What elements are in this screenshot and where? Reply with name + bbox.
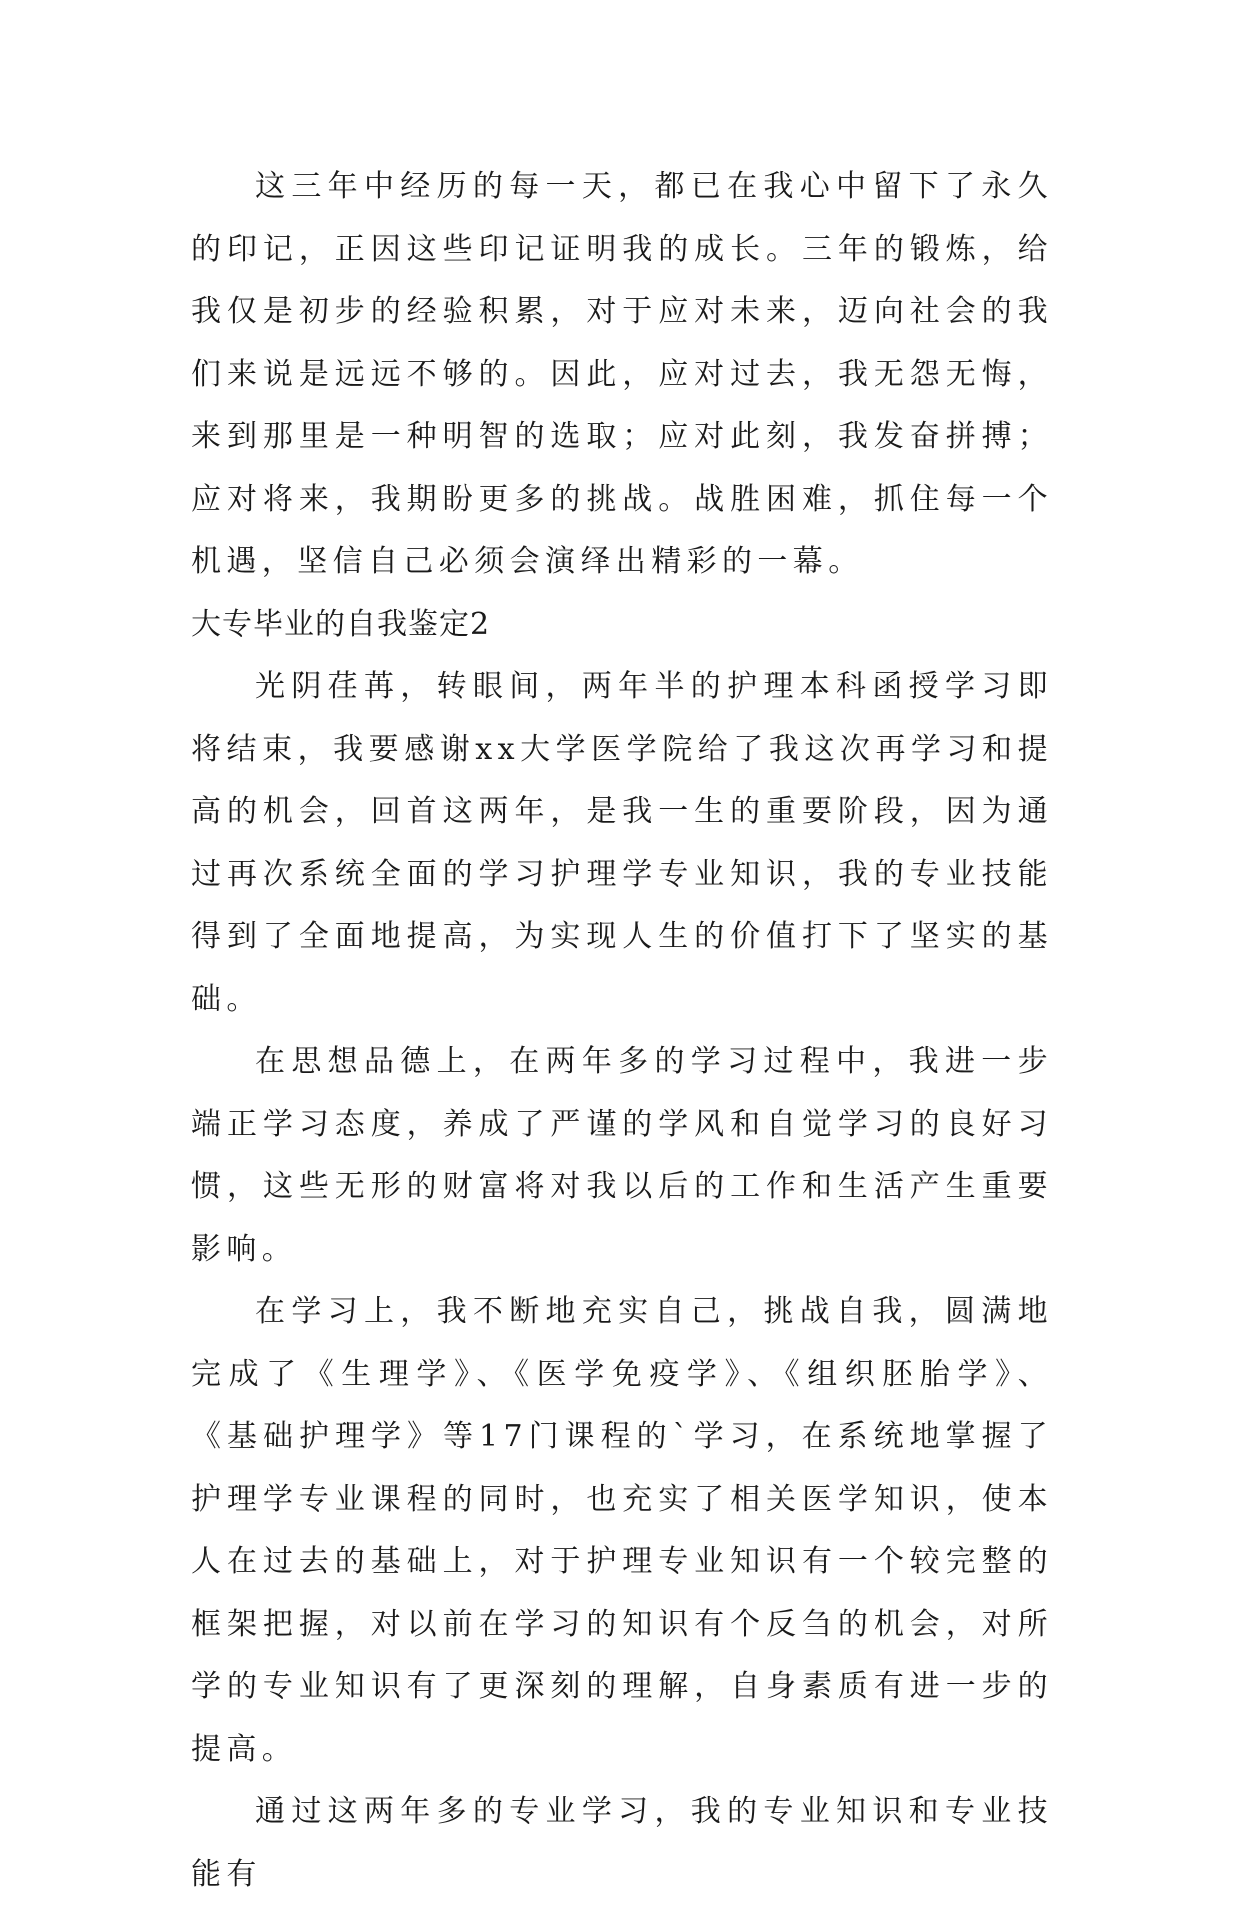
- paragraph-intro: 光阴荏苒，转眼间，两年半的护理本科函授学习即将结束，我要感谢xx大学医学院给了我这次再学习和提高的机会，回首这两年，是我一生的重要阶段，因为通过再次系统全面的学习护理学专业知识，我的专业技能得到了全面地提高，为实现人生的价值打下了坚实的基础。: [191, 669, 1053, 1017]
- paragraph-moral: 在思想品德上，在两年多的学习过程中，我进一步端正学习态度，养成了严谨的学风和自觉学习的良好习惯，这些无形的财富将对我以后的工作和生活产生重要影响。: [191, 1044, 1053, 1267]
- paragraph-reflection: 这三年中经历的每一天，都已在我心中留下了永久的印记，正因这些印记证明我的成长。三年的锻炼，给我仅是初步的经验积累，对于应对未来，迈向社会的我们来说是远远不够的。因此，应对过去，我无怨无悔，来到那里是一种明智的选取；应对此刻，我发奋拼搏；应对将来，我期盼更多的挑战。战胜困难，抓住每一个机遇，坚信自己必须会演绎出精彩的一幕。: [191, 169, 1053, 579]
- paragraph-study: 在学习上，我不断地充实自己，挑战自我，圆满地完成了《生理学》、《医学免疫学》、《组织胚胎学》、《基础护理学》等17门课程的`学习，在系统地掌握了护理学专业课程的同时，也充实了相关医学知识，使本人在过去的基础上，对于护理专业知识有一个较完整的框架把握，对以前在学习的知识有个反刍的机会，对所学的专业知识有了更深刻的理解，自身素质有进一步的提高。: [191, 1294, 1053, 1767]
- paragraph-skills: 通过这两年多的专业学习，我的专业知识和专业技能有: [191, 1794, 1053, 1892]
- section-heading: 大专毕业的自我鉴定2: [191, 606, 491, 642]
- document-body: [191, 156, 1053, 1906]
